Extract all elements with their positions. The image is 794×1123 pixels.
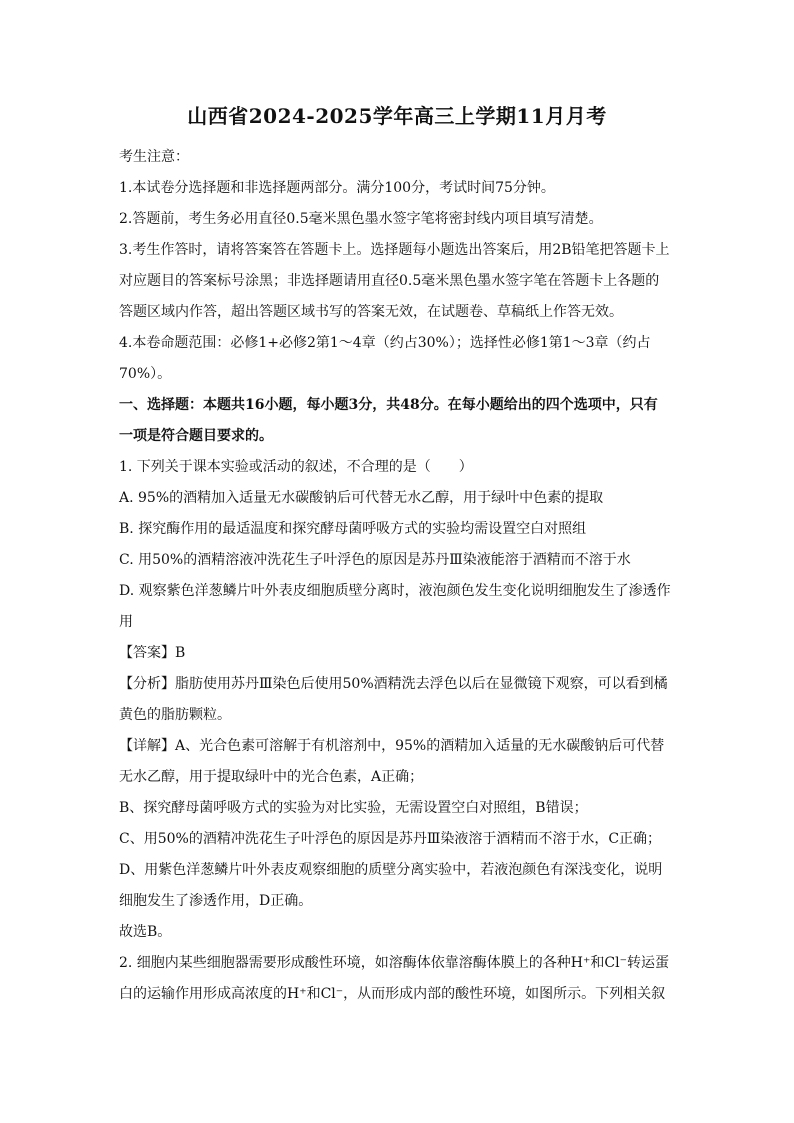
option-d: 用 [119,614,133,630]
explanation: B、探究酵母菌呼吸方式的实验为对比实验，无需设置空白对照组，B错误； [119,800,588,816]
explanation: 细胞发生了渗透作用，D正确。 [119,893,313,909]
option-c: C. 用50%的酒精溶液冲洗花生子叶浮色的原因是苏丹Ⅲ染液能溶于酒精而不溶于水 [119,552,631,568]
explanation: 【详解】A、光合色素可溶解于有机溶剂中，95%的酒精加入适量的无水碳酸钠后可代替 [119,738,665,754]
notice-item: 70%）。 [119,366,172,382]
question-stem: 白的运输作用形成高浓度的H⁺和Cl⁻，从而形成内部的酸性环境，如图所示。下列相关叙 [119,986,666,1002]
notice-item: 1.本试卷分选择题和非选择题两部分。满分100分，考试时间75分钟。 [119,180,555,196]
option-b: B. 探究酶作用的最适温度和探究酵母菌呼吸方式的实验均需设置空白对照组 [119,521,587,537]
answer: 【答案】B [119,645,186,661]
option-a: A. 95%的酒精加入适量无水碳酸钠后可代替无水乙醇，用于绿叶中色素的提取 [119,490,604,506]
question-stem: 1. 下列关于课本实验或活动的叙述，不合理的是（ ） [119,459,473,475]
analysis: 黄色的脂肪颗粒。 [119,707,231,723]
notice-item: 4.本卷命题范围：必修1+必修2第1～4章（约占30%）；选择性必修1第1～3章（约占 [119,335,651,351]
option-d: D. 观察紫色洋葱鳞片叶外表皮细胞质壁分离时，液泡颜色发生变化说明细胞发生了渗透作 [119,583,671,599]
analysis: 【分析】脂肪使用苏丹Ⅲ染色后使用50%酒精洗去浮色以后在显微镜下观察，可以看到橘 [119,676,668,692]
explanation: D、用紫色洋葱鳞片叶外表皮观察细胞的质壁分离实验中，若液泡颜色有深浅变化，说明 [119,862,663,878]
notice-item: 答题区域内作答，超出答题区域书写的答案无效，在试题卷、草稿纸上作答无效。 [119,304,623,320]
notice-heading: 考生注意： [119,149,189,165]
notice-item: 2.答题前，考生务必用直径0.5毫米黑色墨水签字笔将密封线内项目填写清楚。 [119,211,603,227]
section-heading: 一、选择题：本题共16小题，每小题3分，共48分。在每小题给出的四个选项中，只有 [119,397,658,413]
explanation: C、用50%的酒精冲洗花生子叶浮色的原因是苏丹Ⅲ染液溶于酒精而不溶于水，C正确； [119,831,662,847]
question-stem: 2. 细胞内某些细胞器需要形成酸性环境，如溶酶体依靠溶酶体膜上的各种H⁺和Cl⁻转运蛋 [119,955,669,971]
conclusion: 故选B。 [119,924,172,940]
explanation: 无水乙醇，用于提取绿叶中的光合色素，A正确； [119,769,424,785]
document-title: 山西省2024-2025学年高三上学期11月月考 [187,104,607,128]
notice-item: 3.考生作答时，请将答案答在答题卡上。选择题每小题选出答案后，用2B铅笔把答题卡上 [119,242,670,258]
section-heading: 一项是符合题目要求的。 [119,428,273,444]
notice-item: 对应题目的答案标号涂黑；非选择题请用直径0.5毫米黑色墨水签字笔在答题卡上各题的 [119,273,660,289]
